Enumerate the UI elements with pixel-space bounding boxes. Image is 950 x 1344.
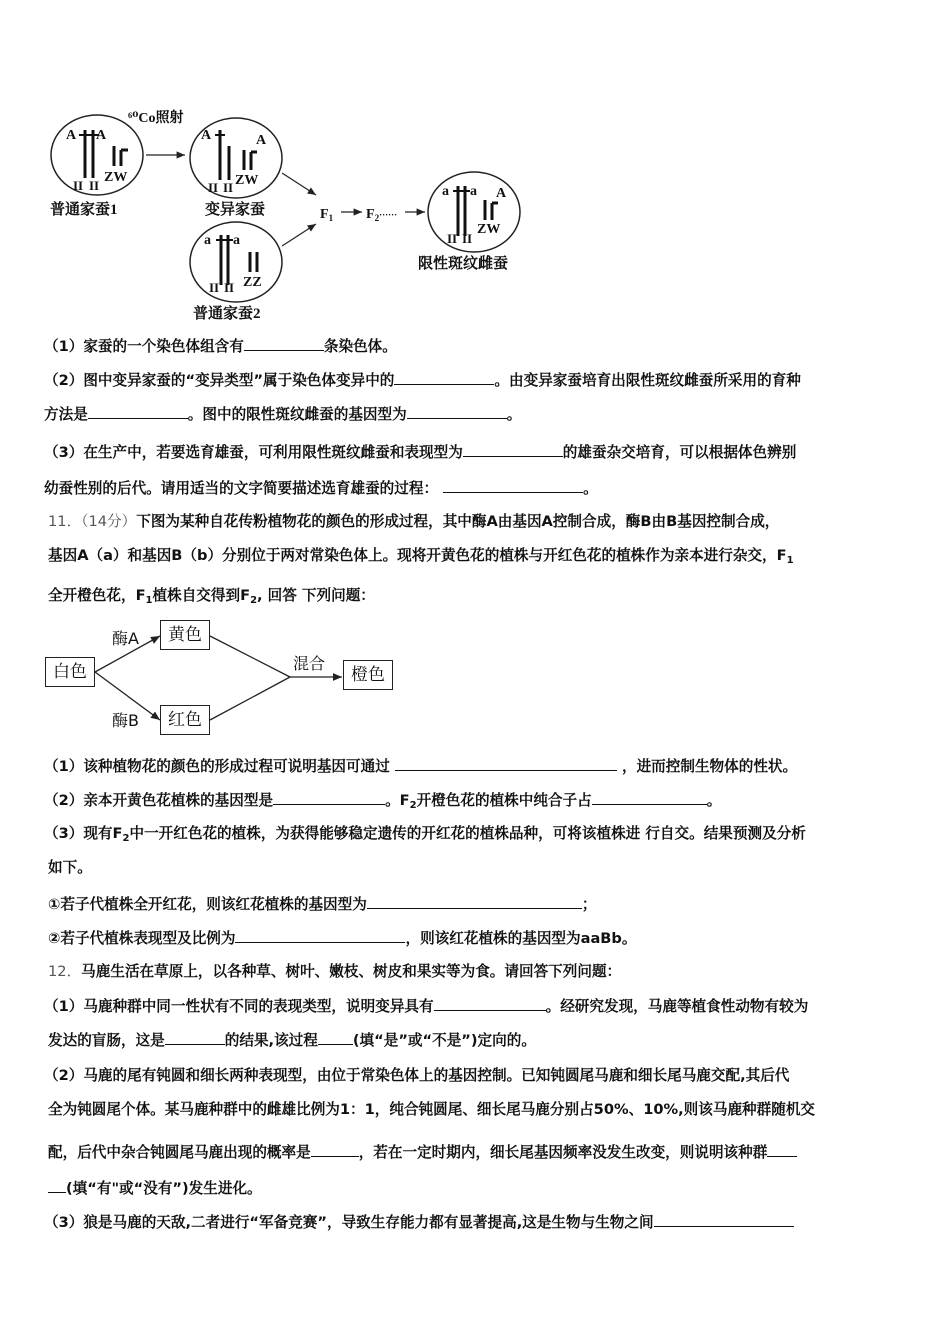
answer-blank[interactable] [654, 1212, 794, 1227]
text-line [44, 336, 397, 357]
text-segment: 中一开红色花的植株，为获得能够稳定遗传的开红花的植株品种，可将该植株进 行自交。结果预测及分析 [129, 825, 806, 842]
answer-blank[interactable] [318, 1030, 353, 1045]
svg-text:II: II [73, 178, 84, 193]
text-segment: 条染色体。 [323, 338, 397, 355]
text-segment: 。F [385, 792, 410, 809]
answer-blank[interactable] [48, 1178, 66, 1193]
text-segment: 幼蚕性别的后代。请用适当的文字简要描述选育雄蚕的过程： [44, 480, 444, 497]
text-line [44, 1212, 794, 1233]
text-line [48, 858, 92, 878]
svg-text:ZW: ZW [104, 170, 128, 185]
text-line [44, 442, 796, 463]
svg-text:A: A [66, 128, 77, 143]
text-line [44, 996, 808, 1017]
text-segment: （3）在生产中，若要选育雄蚕，可利用限性斑纹雌蚕和表现型为 [44, 444, 463, 461]
text-segment: ①若子代植株全开红花，则该红花植株的基因型为 [48, 896, 367, 913]
text-line [44, 370, 801, 391]
svg-text:a: a [233, 233, 240, 248]
text-segment: 的结果,该过程 [224, 1032, 318, 1049]
svg-text:A: A [201, 128, 212, 143]
text-segment: （2）亲本开黄色花植株的基因型是 [44, 792, 274, 809]
answer-blank[interactable] [443, 478, 583, 493]
answer-blank[interactable] [244, 336, 324, 351]
text-segment: 。经研究发现，马鹿等植食性动物有较为 [545, 998, 809, 1015]
mix-label: 混合 [293, 654, 326, 673]
text-line [44, 404, 521, 425]
answer-blank[interactable] [273, 790, 385, 805]
orange-box: 橙色 [343, 660, 393, 690]
f2-label: $F_2^{\cdot\cdot\cdot\cdot\cdot\cdot}$ [366, 207, 398, 223]
text-segment: 。图中的限性斑纹雌蚕的基因型为 [187, 406, 407, 423]
answer-blank[interactable] [434, 996, 546, 1011]
text-segment: 全为钝圆尾个体。某马鹿种群中的雌雄比例为1：1，纯合钝圆尾、细长尾马鹿分别占50%、10%,则该马鹿种群随机交 [48, 1101, 816, 1118]
text-segment: (填“有"或“没有”)发生进化。 [66, 1180, 262, 1197]
text-line [48, 962, 621, 982]
yellow-box: 黄色 [160, 620, 210, 650]
text-segment: 马鹿生活在草原上，以各种草、树叶、嫩枝、树皮和果实等为食。请回答下列问题： [81, 963, 622, 980]
question-number: 11．（14分） [48, 513, 137, 530]
silkworm-diagram [0, 0, 560, 330]
text-line [48, 546, 794, 566]
mutant-silkworm-cell [190, 118, 282, 198]
answer-blank[interactable] [592, 790, 707, 805]
normal-silkworm-1-label: 普通家蚕1 [50, 202, 118, 218]
white-box: 白色 [45, 657, 95, 687]
text-segment: （2）图中变异家蚕的“变异类型”属于染色体变异中的 [44, 372, 395, 389]
text-segment: 全开橙色花，F [48, 587, 146, 604]
svg-text:A: A [96, 128, 107, 143]
text-segment: ，进而控制生物体的性状。 [616, 758, 798, 775]
text-line [48, 1030, 536, 1051]
normal-silkworm-2-label: 普通家蚕2 [193, 306, 261, 322]
answer-blank[interactable] [311, 1142, 359, 1157]
text-segment: ； [581, 896, 597, 913]
text-segment: 。 [706, 792, 722, 809]
subscript: 1 [145, 595, 153, 606]
text-segment: , 回答 下列问题： [257, 587, 375, 604]
svg-text:II: II [462, 231, 473, 246]
text-segment: 植株自交得到F [152, 587, 251, 604]
text-segment: 方法是 [44, 406, 88, 423]
svg-text:ZW: ZW [477, 222, 501, 237]
red-box: 红色 [160, 705, 210, 735]
text-segment: 的雄蚕杂交培育，可以根据体色辨别 [562, 444, 797, 461]
normal-silkworm-2-cell [190, 222, 282, 302]
svg-text:a: a [442, 184, 449, 199]
svg-text:a: a [470, 184, 477, 199]
answer-blank[interactable] [165, 1030, 225, 1045]
question-number: 12． [48, 963, 82, 980]
svg-text:a: a [204, 233, 211, 248]
subscript: 2 [122, 833, 130, 844]
text-line [48, 586, 375, 606]
text-segment: 。由变异家蚕培育出限性斑纹雌蚕所采用的育种 [494, 372, 801, 389]
svg-text:II: II [447, 231, 458, 246]
text-line [44, 790, 721, 811]
f1-label: $F_1$ [320, 207, 334, 223]
text-segment: （3）现有F [44, 825, 123, 842]
mutant-silkworm-label: 变异家蚕 [205, 202, 266, 218]
subscript: 2 [250, 595, 258, 606]
text-segment: 。 [583, 480, 598, 497]
text-line [48, 1178, 262, 1199]
text-segment: 如下。 [48, 859, 92, 876]
text-segment: （1）该种植物花的颜色的形成过程可说明基因可通过 [44, 758, 395, 775]
svg-text:II: II [209, 280, 220, 295]
text-segment: 发达的盲肠，这是 [48, 1032, 165, 1049]
text-segment: 基因A（a）和基因B（b）分别位于两对常染色体上。现将开黄色花的植株与开红色花的植株作为亲本进行杂交，F [48, 547, 787, 564]
text-line [48, 894, 596, 915]
svg-text:II: II [223, 180, 234, 195]
enzyme-a-label: 酶A [112, 629, 139, 648]
svg-text:A: A [256, 133, 267, 148]
restricted-pattern-female-cell [428, 172, 520, 252]
normal-silkworm-1-cell [51, 115, 143, 195]
svg-text:ZZ: ZZ [243, 275, 262, 290]
answer-blank[interactable] [407, 404, 507, 419]
text-line [44, 1066, 789, 1086]
text-segment: （1）家蚕的一个染色体组含有 [44, 338, 244, 355]
svg-text:II: II [208, 180, 219, 195]
answer-blank[interactable] [88, 404, 188, 419]
answer-blank[interactable] [367, 894, 582, 909]
irradiation-label: ⁶⁰Co照射 [128, 111, 184, 126]
answer-blank[interactable] [463, 442, 563, 457]
text-segment: （3）狼是马鹿的天敌,二者进行“军备竞赛”，导致生存能力都有显著提高,这是生物与生物之间 [44, 1214, 654, 1231]
subscript: 1 [786, 555, 794, 566]
text-segment: 下图为某种自花传粉植物花的颜色的形成过程，其中酶A由基因A控制合成，酶B由B基因控制合成， [136, 513, 780, 530]
text-segment: ，则该红花植株的基因型为aaBb。 [405, 930, 637, 947]
text-segment: 。 [506, 406, 522, 423]
answer-blank[interactable] [395, 756, 617, 771]
svg-text:II: II [224, 280, 235, 295]
text-segment: ，若在一定时期内，细长尾基因频率没发生改变，则说明该种群 [358, 1144, 768, 1161]
text-line [44, 478, 598, 499]
text-segment: 开橙色花的植株中纯合子占 [416, 792, 592, 809]
answer-blank[interactable] [235, 928, 405, 943]
subscript: 2 [409, 800, 417, 811]
text-line [48, 1100, 815, 1120]
text-line [48, 1142, 797, 1163]
text-segment: （1）马鹿种群中同一性状有不同的表现类型，说明变异具有 [44, 998, 434, 1015]
svg-text:II: II [89, 178, 100, 193]
text-segment: （2）马鹿的尾有钝圆和细长两种表现型，由位于常染色体上的基因控制。已知钝圆尾马鹿和细长尾马鹿交配,其后代 [44, 1067, 790, 1084]
text-segment: 配，后代中杂合钝圆尾马鹿出现的概率是 [48, 1144, 311, 1161]
text-line [44, 824, 806, 844]
svg-text:A: A [496, 186, 507, 201]
text-segment: ②若子代植株表现型及比例为 [48, 930, 236, 947]
answer-blank[interactable] [767, 1142, 797, 1157]
enzyme-b-label: 酶B [112, 711, 139, 730]
text-line [48, 928, 636, 949]
text-line [48, 512, 779, 532]
text-segment: (填“是”或“不是”)定向的。 [352, 1032, 536, 1049]
svg-text:ZW: ZW [235, 173, 259, 188]
answer-blank[interactable] [394, 370, 494, 385]
text-line [44, 756, 797, 777]
restricted-pattern-female-label: 限性斑纹雌蚕 [418, 256, 509, 272]
